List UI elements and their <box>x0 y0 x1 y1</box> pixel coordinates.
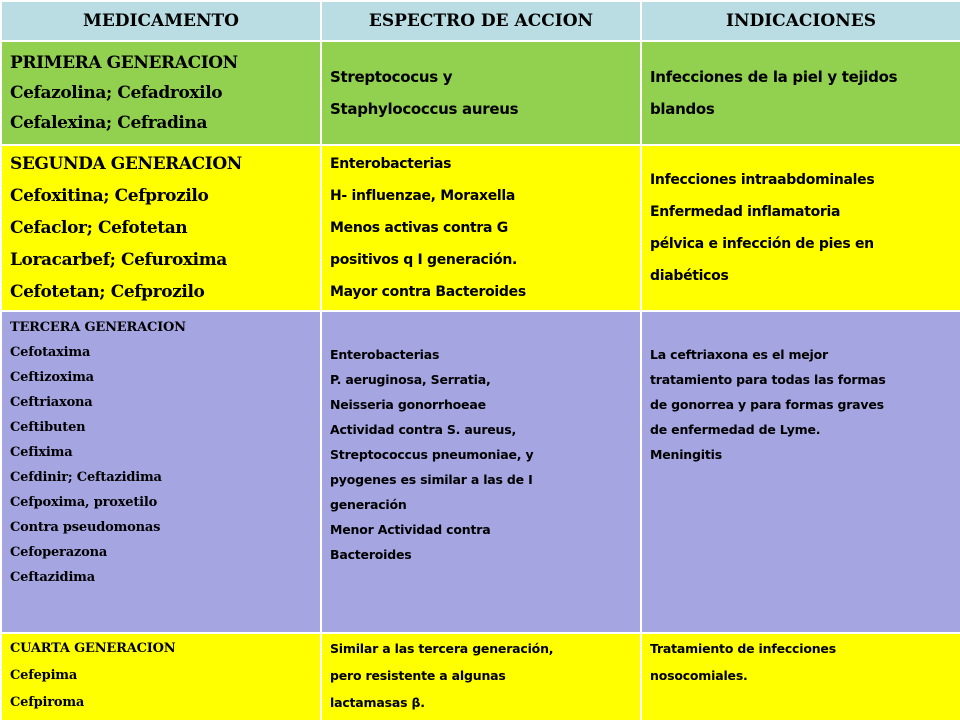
cell-line: pyogenes es similar a las de I <box>330 472 533 487</box>
cell-line: Contra pseudomonas <box>10 520 161 535</box>
header-espectro: ESPECTRO DE ACCION <box>321 1 641 41</box>
cell-line: Menos activas contra G <box>330 220 508 236</box>
cell-line: Cefoxitina; Cefprozilo <box>10 186 209 206</box>
cell-line: Mayor contra Bacteroides <box>330 284 526 300</box>
cell-line: Streptococus y <box>330 68 453 86</box>
cell-line: Cefaclor; Cefotetan <box>10 218 188 238</box>
cell-line: lactamasas β. <box>330 695 425 710</box>
cell-espectro <box>321 633 641 720</box>
cell-line: Cefixima <box>10 445 73 460</box>
cell-line: Cefoperazona <box>10 545 108 560</box>
cell-line: Enfermedad inflamatoria <box>650 204 841 220</box>
cell-line: Streptococcus pneumoniae, y <box>330 447 534 462</box>
cell-line: Cefpoxima, proxetilo <box>10 495 158 510</box>
cell-line: Loracarbef; Cefuroxima <box>10 250 227 270</box>
cell-line: Enterobacterias <box>330 347 440 362</box>
cell-line: Cefotetan; Cefprozilo <box>10 282 205 302</box>
cell-line: generación <box>330 497 407 512</box>
cell-line: Cefalexina; Cefradina <box>10 113 208 133</box>
cell-line: La ceftriaxona es el mejor <box>650 347 828 362</box>
table-row-segunda <box>1 145 960 311</box>
cell-line: Actividad contra S. aureus, <box>330 422 517 437</box>
cell-line: Staphylococcus aureus <box>330 100 519 118</box>
cell-line: Cefpiroma <box>10 695 85 710</box>
cell-indicaciones <box>641 633 960 720</box>
table-row-tercera <box>1 311 960 633</box>
cell-medicamento <box>1 145 321 311</box>
cell-line: Ceftizoxima <box>10 370 94 385</box>
cell-line: Cefazolina; Cefadroxilo <box>10 83 223 103</box>
cell-line: Menor Actividad contra <box>330 522 491 537</box>
cell-line: CUARTA GENERACION <box>10 641 176 656</box>
cell-line: de enfermedad de Lyme. <box>650 422 821 437</box>
cell-line: TERCERA GENERACION <box>10 320 186 335</box>
cell-line: PRIMERA GENERACION <box>10 53 238 73</box>
cell-indicaciones <box>641 41 960 145</box>
cell-line: Infecciones intraabdominales <box>650 172 875 188</box>
cell-line: Infecciones de la piel y tejidos <box>650 68 898 86</box>
cell-line: pero resistente a algunas <box>330 668 506 683</box>
cell-line: Tratamiento de infecciones <box>650 641 836 656</box>
cell-line: Meningitis <box>650 447 722 462</box>
cell-line: tratamiento para todas las formas <box>650 372 886 387</box>
cell-indicaciones <box>641 311 960 633</box>
cell-line: Ceftriaxona <box>10 395 93 410</box>
header-row <box>1 1 960 41</box>
cell-line: Ceftibuten <box>10 420 86 435</box>
cell-line: nosocomiales. <box>650 668 748 683</box>
table-row-primera <box>1 41 960 145</box>
cell-line: Neisseria gonorrhoeae <box>330 397 486 412</box>
cell-line: pélvica e infección de pies en <box>650 236 874 252</box>
cell-line: blandos <box>650 100 715 118</box>
cell-line: Similar a las tercera generación, <box>330 641 554 656</box>
cell-medicamento <box>1 41 321 145</box>
cell-line: SEGUNDA GENERACION <box>10 154 242 174</box>
table-row-cuarta <box>1 633 960 720</box>
cell-line: Cefdinir; Ceftazidima <box>10 470 162 485</box>
cell-espectro <box>321 41 641 145</box>
cell-line: P. aeruginosa, Serratia, <box>330 372 491 387</box>
cell-line: Enterobacterias <box>330 156 452 172</box>
cell-medicamento <box>1 633 321 720</box>
cell-line: Cefepima <box>10 668 78 683</box>
header-indicaciones: INDICACIONES <box>641 1 960 41</box>
cell-line: positivos q I generación. <box>330 252 518 268</box>
cell-espectro <box>321 311 641 633</box>
header-medicamento: MEDICAMENTO <box>1 1 321 41</box>
cell-line: H- influenzae, Moraxella <box>330 188 516 204</box>
cell-line: de gonorrea y para formas graves <box>650 397 884 412</box>
cell-espectro <box>321 145 641 311</box>
cell-indicaciones <box>641 145 960 311</box>
cell-line: Ceftazidima <box>10 570 95 585</box>
cell-line: Cefotaxima <box>10 345 91 360</box>
cell-line: Bacteroides <box>330 547 412 562</box>
cell-line: diabéticos <box>650 268 729 284</box>
cell-medicamento <box>1 311 321 633</box>
